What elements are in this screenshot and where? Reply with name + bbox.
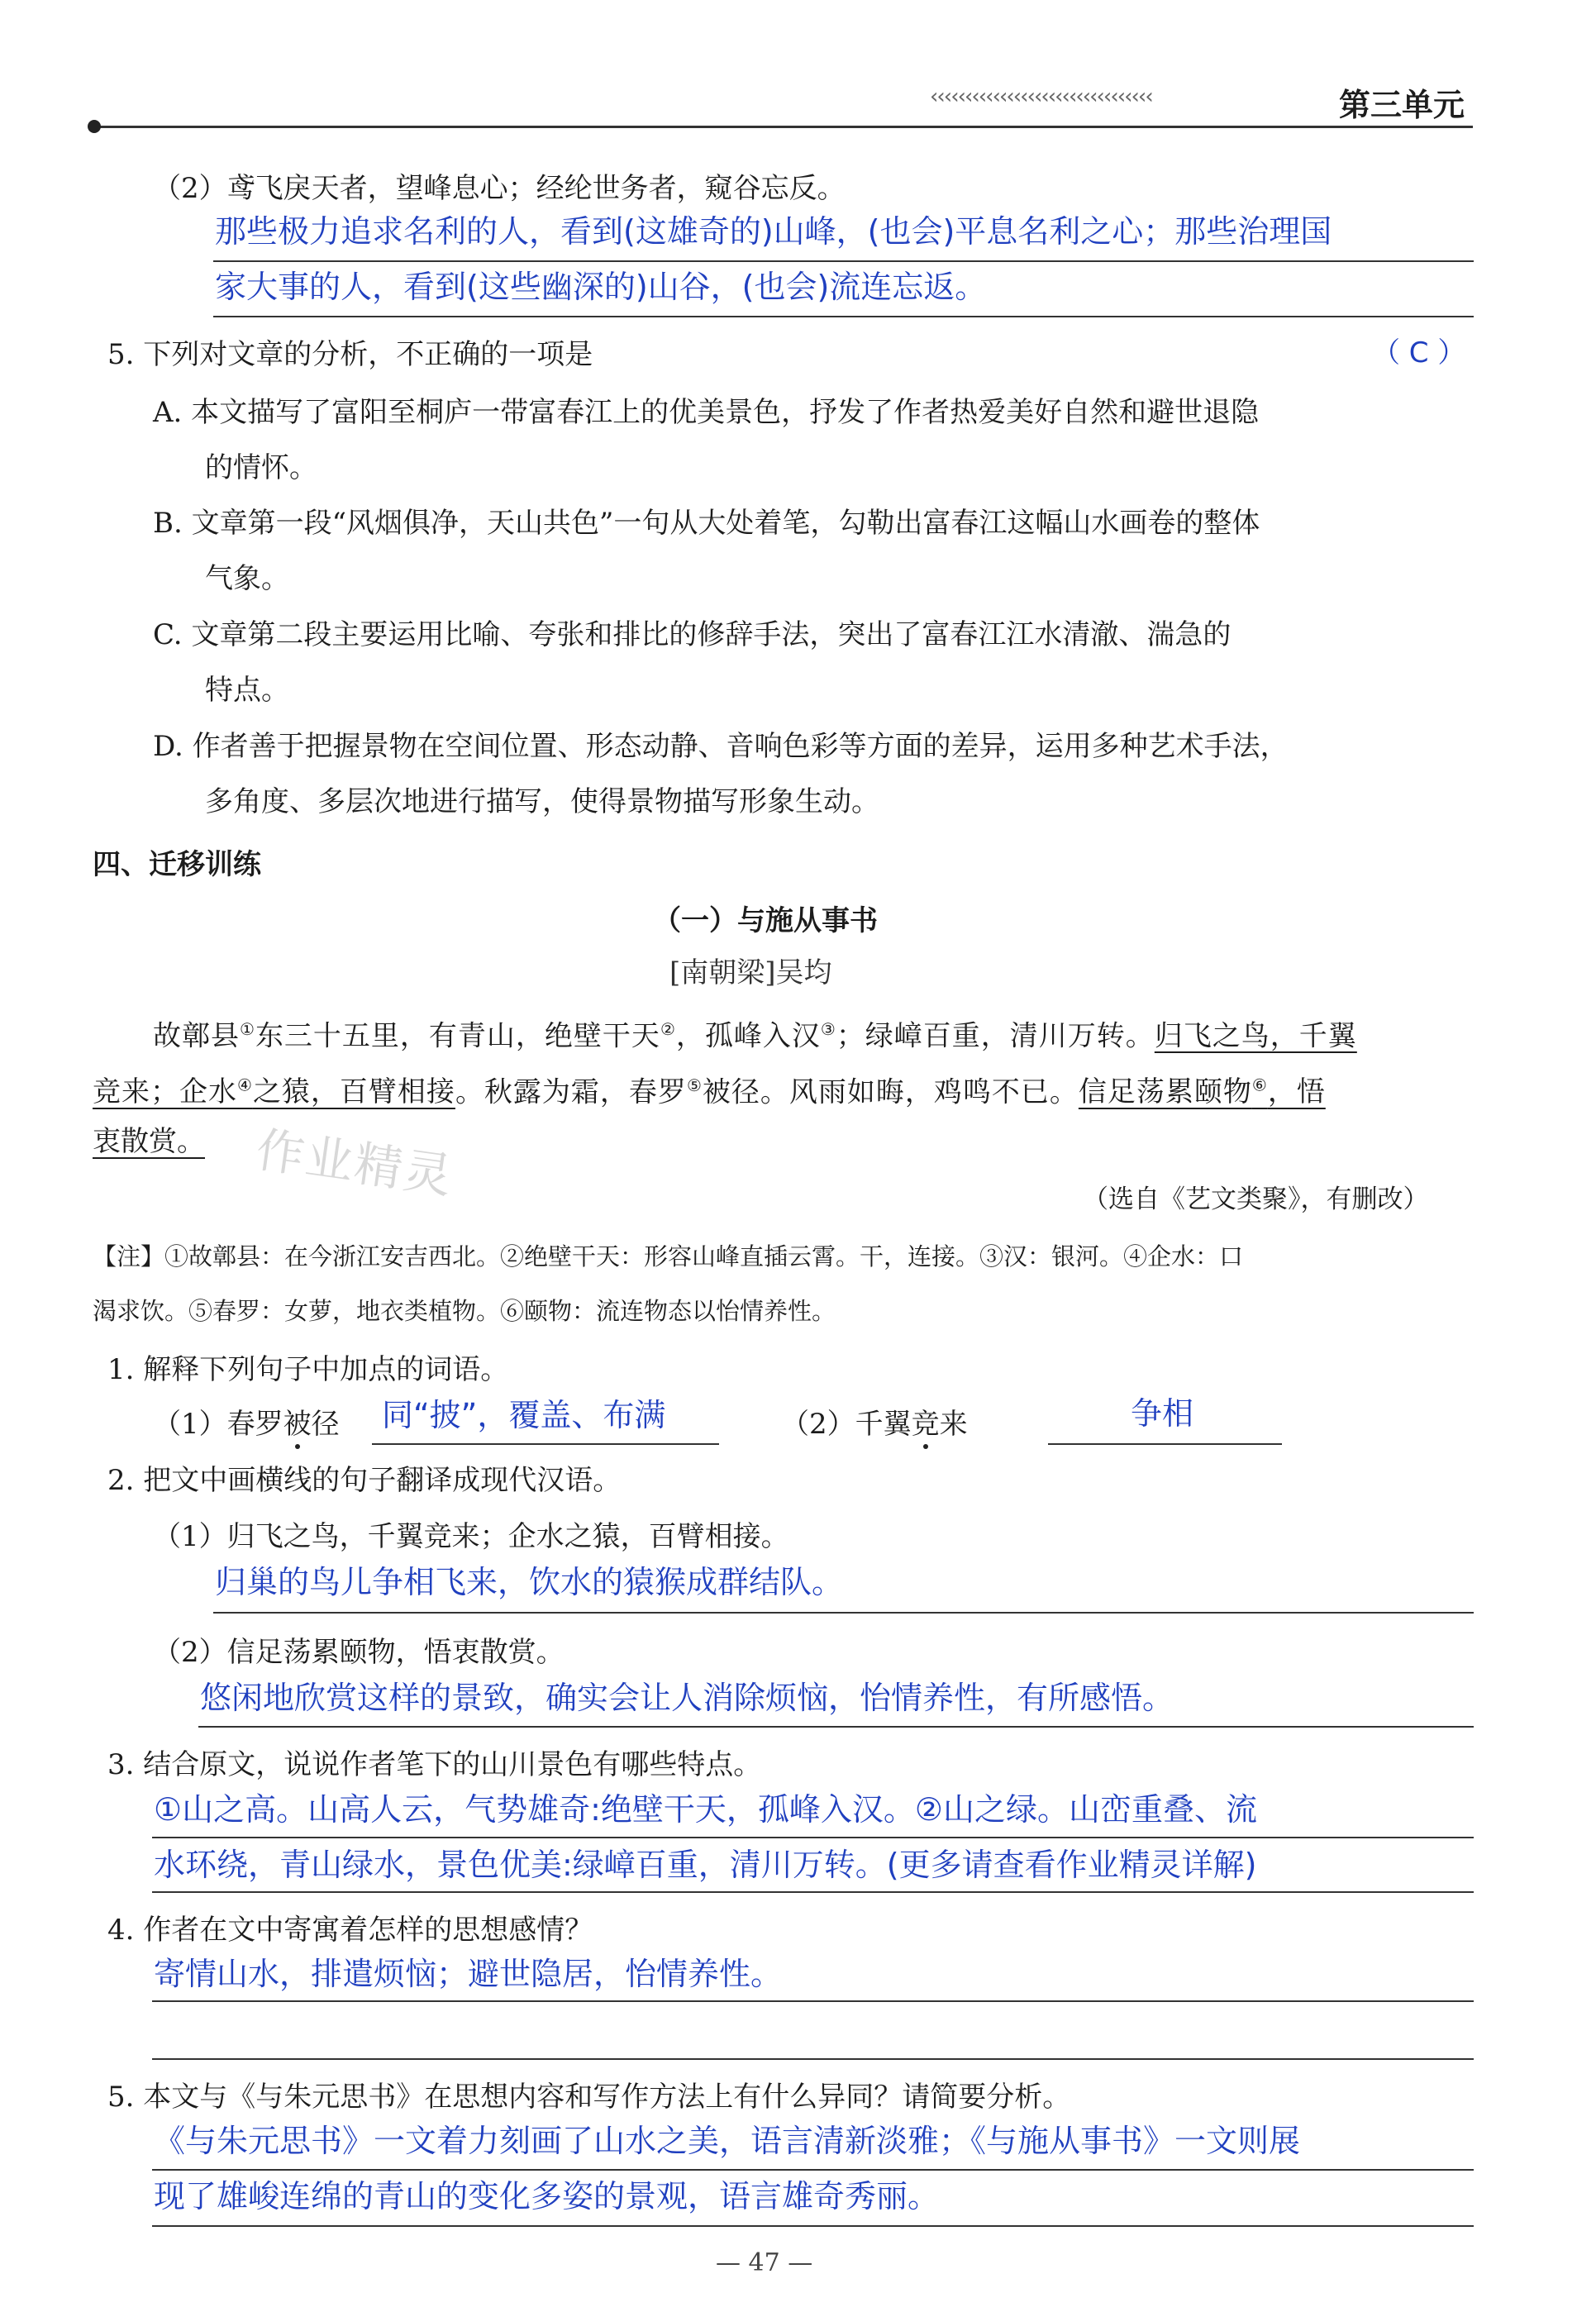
footnote-marker: ①: [240, 1019, 255, 1039]
exercise2-item2-answer: 悠闲地欣赏这样的景致，确实会让人消除烦恼，怡情养性，有所感悟。: [200, 1680, 1174, 1716]
exercise2-item1-answer: 归巢的鸟儿争相飞来，饮水的猿猴成群结队。: [215, 1564, 844, 1600]
answer-line: [152, 2058, 1474, 2060]
answer-line: [213, 260, 1474, 262]
q4-2-answer-line2: 家大事的人，看到(这些幽深的)山谷，(也会)流连忘返。: [215, 269, 987, 305]
exercise1-prompt: 1. 解释下列句子中加点的词语。: [107, 1353, 509, 1386]
unit-title: 第三单元: [1339, 87, 1465, 123]
q5-option-c-line2: 特点。: [205, 674, 289, 707]
passage-author: [南朝梁]吴均: [669, 956, 832, 989]
item-text: （1）春罗: [153, 1408, 283, 1441]
answer-line: [372, 1443, 719, 1445]
exercise2-item2-prompt: （2）信足荡累颐物，悟衷散赏。: [153, 1636, 565, 1669]
q5-option-b-line2: 气象。: [205, 562, 289, 595]
underlined-sentence: 归飞之鸟，千翼: [1154, 1019, 1357, 1053]
exercise4-answer: 寄情山水，排遣烦恼；避世隐居，怡情养性。: [154, 1956, 783, 1992]
item-text: （2）千翼: [781, 1408, 912, 1441]
header-bullet: [88, 120, 101, 133]
footnote-marker: ②: [660, 1019, 676, 1039]
answer-line: [213, 1612, 1474, 1614]
q5-option-d-line1: D. 作者善于把握景物在空间位置、形态动静、音响色彩等方面的差异，运用多种艺术手法，: [153, 730, 1289, 763]
answer-line: [152, 2000, 1474, 2002]
exercise3-answer-line2: 水环绕，青山绿水，景色优美:绿嶂百重，清川万转。(更多请查看作业精灵详解): [154, 1847, 1257, 1883]
exercise1-item2-answer: 争相: [1131, 1395, 1194, 1432]
q5-option-a-line1: A. 本文描写了富阳至桐庐一带富春江上的优美景色，抒发了作者热爱美好自然和避世退隐: [153, 396, 1260, 429]
passage-source: （选自《艺文类聚》，有删改）: [1083, 1185, 1429, 1214]
passage-text: 被径。风雨如晦，鸡鸣不已。: [702, 1075, 1079, 1109]
answer-line: [1048, 1443, 1282, 1445]
passage-line1: [153, 1010, 1357, 1055]
exercise4-prompt: 4. 作者在文中寄寓着怎样的思想感情？: [107, 1914, 593, 1947]
item-text: 来: [939, 1408, 968, 1441]
answer-line: [152, 2169, 1474, 2171]
section-heading: 四、迁移训练: [93, 848, 261, 881]
dotted-word: 被: [283, 1408, 312, 1441]
q5-answer: （ C ）: [1372, 336, 1466, 369]
footnote-marker: ③: [820, 1019, 836, 1039]
passage-text: ，孤峰入汉: [675, 1019, 821, 1053]
exercise5-answer-line1: 《与朱元思书》一文着力刻画了山水之美，语言清新淡雅；《与施从事书》一文则展: [154, 2123, 1301, 2159]
exercise5-answer-line2: 现了雄峻连绵的青山的变化多姿的景观，语言雄奇秀丽。: [154, 2178, 940, 2214]
passage-line2: [93, 1066, 1326, 1111]
answer-line: [213, 316, 1474, 317]
exercise3-prompt: 3. 结合原文，说说作者笔下的山川景色有哪些特点。: [107, 1748, 762, 1781]
exercise2-item1-prompt: （1）归飞之鸟，千翼竞来；企水之猿，百臂相接。: [153, 1520, 789, 1553]
answer-line: [152, 2225, 1474, 2227]
q5-option-b-line1: B. 文章第一段“风烟俱净，天山共色”一句从大处着笔，勾勒出富春江这幅山水画卷的整体: [153, 507, 1260, 540]
q5-option-d-line2: 多角度、多层次地进行描写，使得景物描写形象生动。: [205, 785, 879, 818]
header-chevrons: ‹‹‹‹‹‹‹‹‹‹‹‹‹‹‹‹‹‹‹‹‹‹‹‹‹‹‹‹‹‹‹‹: [930, 84, 1152, 109]
passage-line3: [93, 1123, 205, 1161]
footnote-marker: ⑤: [686, 1075, 703, 1095]
exercise1-item1-answer: 同“披”，覆盖、布满: [382, 1397, 666, 1433]
footnote-marker: ④: [237, 1075, 253, 1095]
passage-text: 竞来；企水: [93, 1075, 237, 1109]
q4-2-answer-line1: 那些极力追求名利的人，看到(这雄奇的)山峰，(也会)平息名利之心；那些治理国: [215, 213, 1332, 250]
exercise1-item2: [781, 1405, 968, 1443]
exercise1-item1: [153, 1405, 340, 1443]
passage-title: （一）与施从事书: [653, 904, 878, 937]
watermark-logo: 作业精灵: [252, 1121, 457, 1205]
passage-text: 故鄣县: [153, 1019, 240, 1053]
exercise5-prompt: 5. 本文与《与朱元思书》在思想内容和写作方法上有什么异同？请简要分析。: [107, 2081, 1071, 2114]
underlined-sentence: [93, 1075, 455, 1108]
underlined-sentence: [1079, 1075, 1326, 1108]
page-number: — 47 —: [716, 2248, 813, 2277]
answer-line: [152, 1891, 1474, 1893]
passage-text: 。秋露为霜，春罗: [455, 1075, 687, 1109]
exercise3-answer-line1: ①山之高。山高人云，气势雄奇:绝壁干天，孤峰入汉。②山之绿。山峦重叠、流: [154, 1791, 1257, 1828]
exercise2-prompt: 2. 把文中画横线的句子翻译成现代汉语。: [107, 1464, 622, 1497]
underlined-sentence: 衷散赏。: [93, 1125, 205, 1158]
dotted-word: 竞: [911, 1408, 940, 1441]
header-rule: [93, 126, 1473, 128]
q5-prompt: 5. 下列对文章的分析，不正确的一项是: [107, 338, 593, 371]
passage-text: ；绿嶂百重，清川万转。: [836, 1019, 1155, 1053]
item-text: 径: [311, 1408, 340, 1441]
footnote-marker: ⑥: [1251, 1075, 1268, 1095]
passage-text: 信足荡累颐物: [1078, 1075, 1252, 1109]
q5-option-a-line2: 的情怀。: [205, 451, 317, 484]
passage-text: 之猿，百臂相接: [252, 1075, 455, 1109]
q5-option-c-line1: C. 文章第二段主要运用比喻、夸张和排比的修辞手法，突出了富春江江水清澈、湍急的: [153, 618, 1232, 651]
answer-line: [198, 1726, 1474, 1728]
notes-line1: 【注】①故鄣县：在今浙江安吉西北。②绝壁干天：形容山峰直插云霄。干，连接。③汉：银河。④企水：口: [93, 1242, 1244, 1270]
notes-line2: 渴求饮。⑤春罗：女萝，地衣类植物。⑥颐物：流连物态以怡情养性。: [93, 1297, 836, 1325]
q4-2-prompt: （2）鸢飞戾天者，望峰息心；经纶世务者，窥谷忘反。: [153, 172, 846, 205]
passage-text: ，悟: [1267, 1075, 1326, 1109]
answer-line: [152, 1837, 1474, 1838]
passage-text: 东三十五里，有青山，绝壁干天: [255, 1019, 660, 1053]
